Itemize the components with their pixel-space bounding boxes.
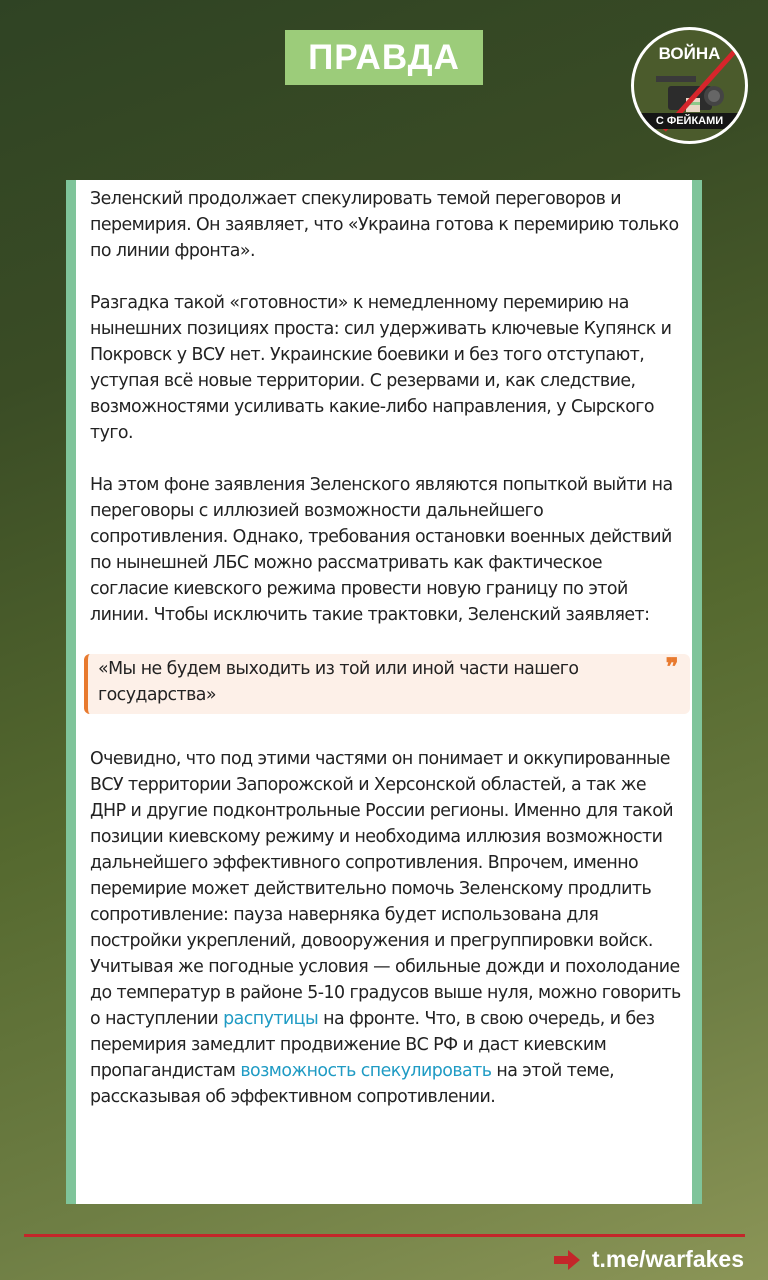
blockquote [84,654,690,714]
page-title: ПРАВДА [308,37,460,77]
paragraph-text: на фронте. Что, в свою очередь, и без перемирия замедлит продвижение ВС РФ и даст киевским пропагандистам [90,1009,655,1081]
article-paragraph-final [90,746,682,1110]
article-card [66,180,702,1204]
link-speculate[interactable]: возможность спекулировать [240,1061,492,1081]
quote-icon: ❞ [665,652,678,681]
channel-logo [631,27,748,144]
article-paragraph: Разгадка такой «готовности» к немедленному перемирию на нынешних позициях проста: сил удерживать ключевые Купянск и Покровск у ВСУ нет. Украинские боевики и без того отступают, уступая всё новые территории. С резервами и, как следствие, возможностями усиливать какие-либо направления, у Сырского туго. [90,293,672,443]
paragraph-text: на этой теме, рассказывая об эффективном сопротивлении. [90,1061,615,1107]
article-body [90,186,682,1136]
card-edge-left [66,180,76,1204]
paragraph-text: Очевидно, что под этими частями он понимает и оккупированные ВСУ территории Запорожской и Херсонской областей, а так же ДНР и другие подконтрольные России регионы. Именно для такой позиции киевскому режиму и необходима иллюзия возможности дальнейшего эффективного сопротивления. Впрочем, именно перемирие может действительно помочь Зеленскому продлить сопротивление: пауза наверняка будет использована для постройки укреплений, довооружения и прегруппировки войск. Учитывая же погодные условия — обильные дожди и похолодание до температур в районе 5-10 градусов выше нуля, можно говорить о наступлении [90,749,681,1029]
footer-channel-link[interactable] [554,1246,744,1273]
logo-bottom-text: С ФЕЙКАМИ [640,113,739,129]
article-paragraph: Зеленский продолжает спекулировать темой переговоров и перемирия. Он заявляет, что «Украина готова к перемирию только по линии фронта». [90,189,679,261]
link-rasputitsa[interactable]: распутицы [223,1009,319,1029]
card-edge-right [692,180,702,1204]
footer-divider [24,1234,745,1237]
channel-url[interactable]: t.me/warfakes [591,1246,744,1272]
logo-top-text: ВОЙНА [658,44,721,63]
quote-text: «Мы не будем выходить из той или иной части нашего государства» [98,659,579,705]
title-badge [285,30,483,85]
arrow-right-icon [554,1250,580,1270]
article-paragraph: На этом фоне заявления Зеленского являются попыткой выйти на переговоры с иллюзией возможности дальнейшего сопротивления. Однако, требования остановки военных действий по нынешней ЛБС можно рассматривать как фактическое согласие киевского режима провести новую границу по этой линии. Чтобы исключить такие трактовки, Зеленский заявляет: [90,475,673,625]
